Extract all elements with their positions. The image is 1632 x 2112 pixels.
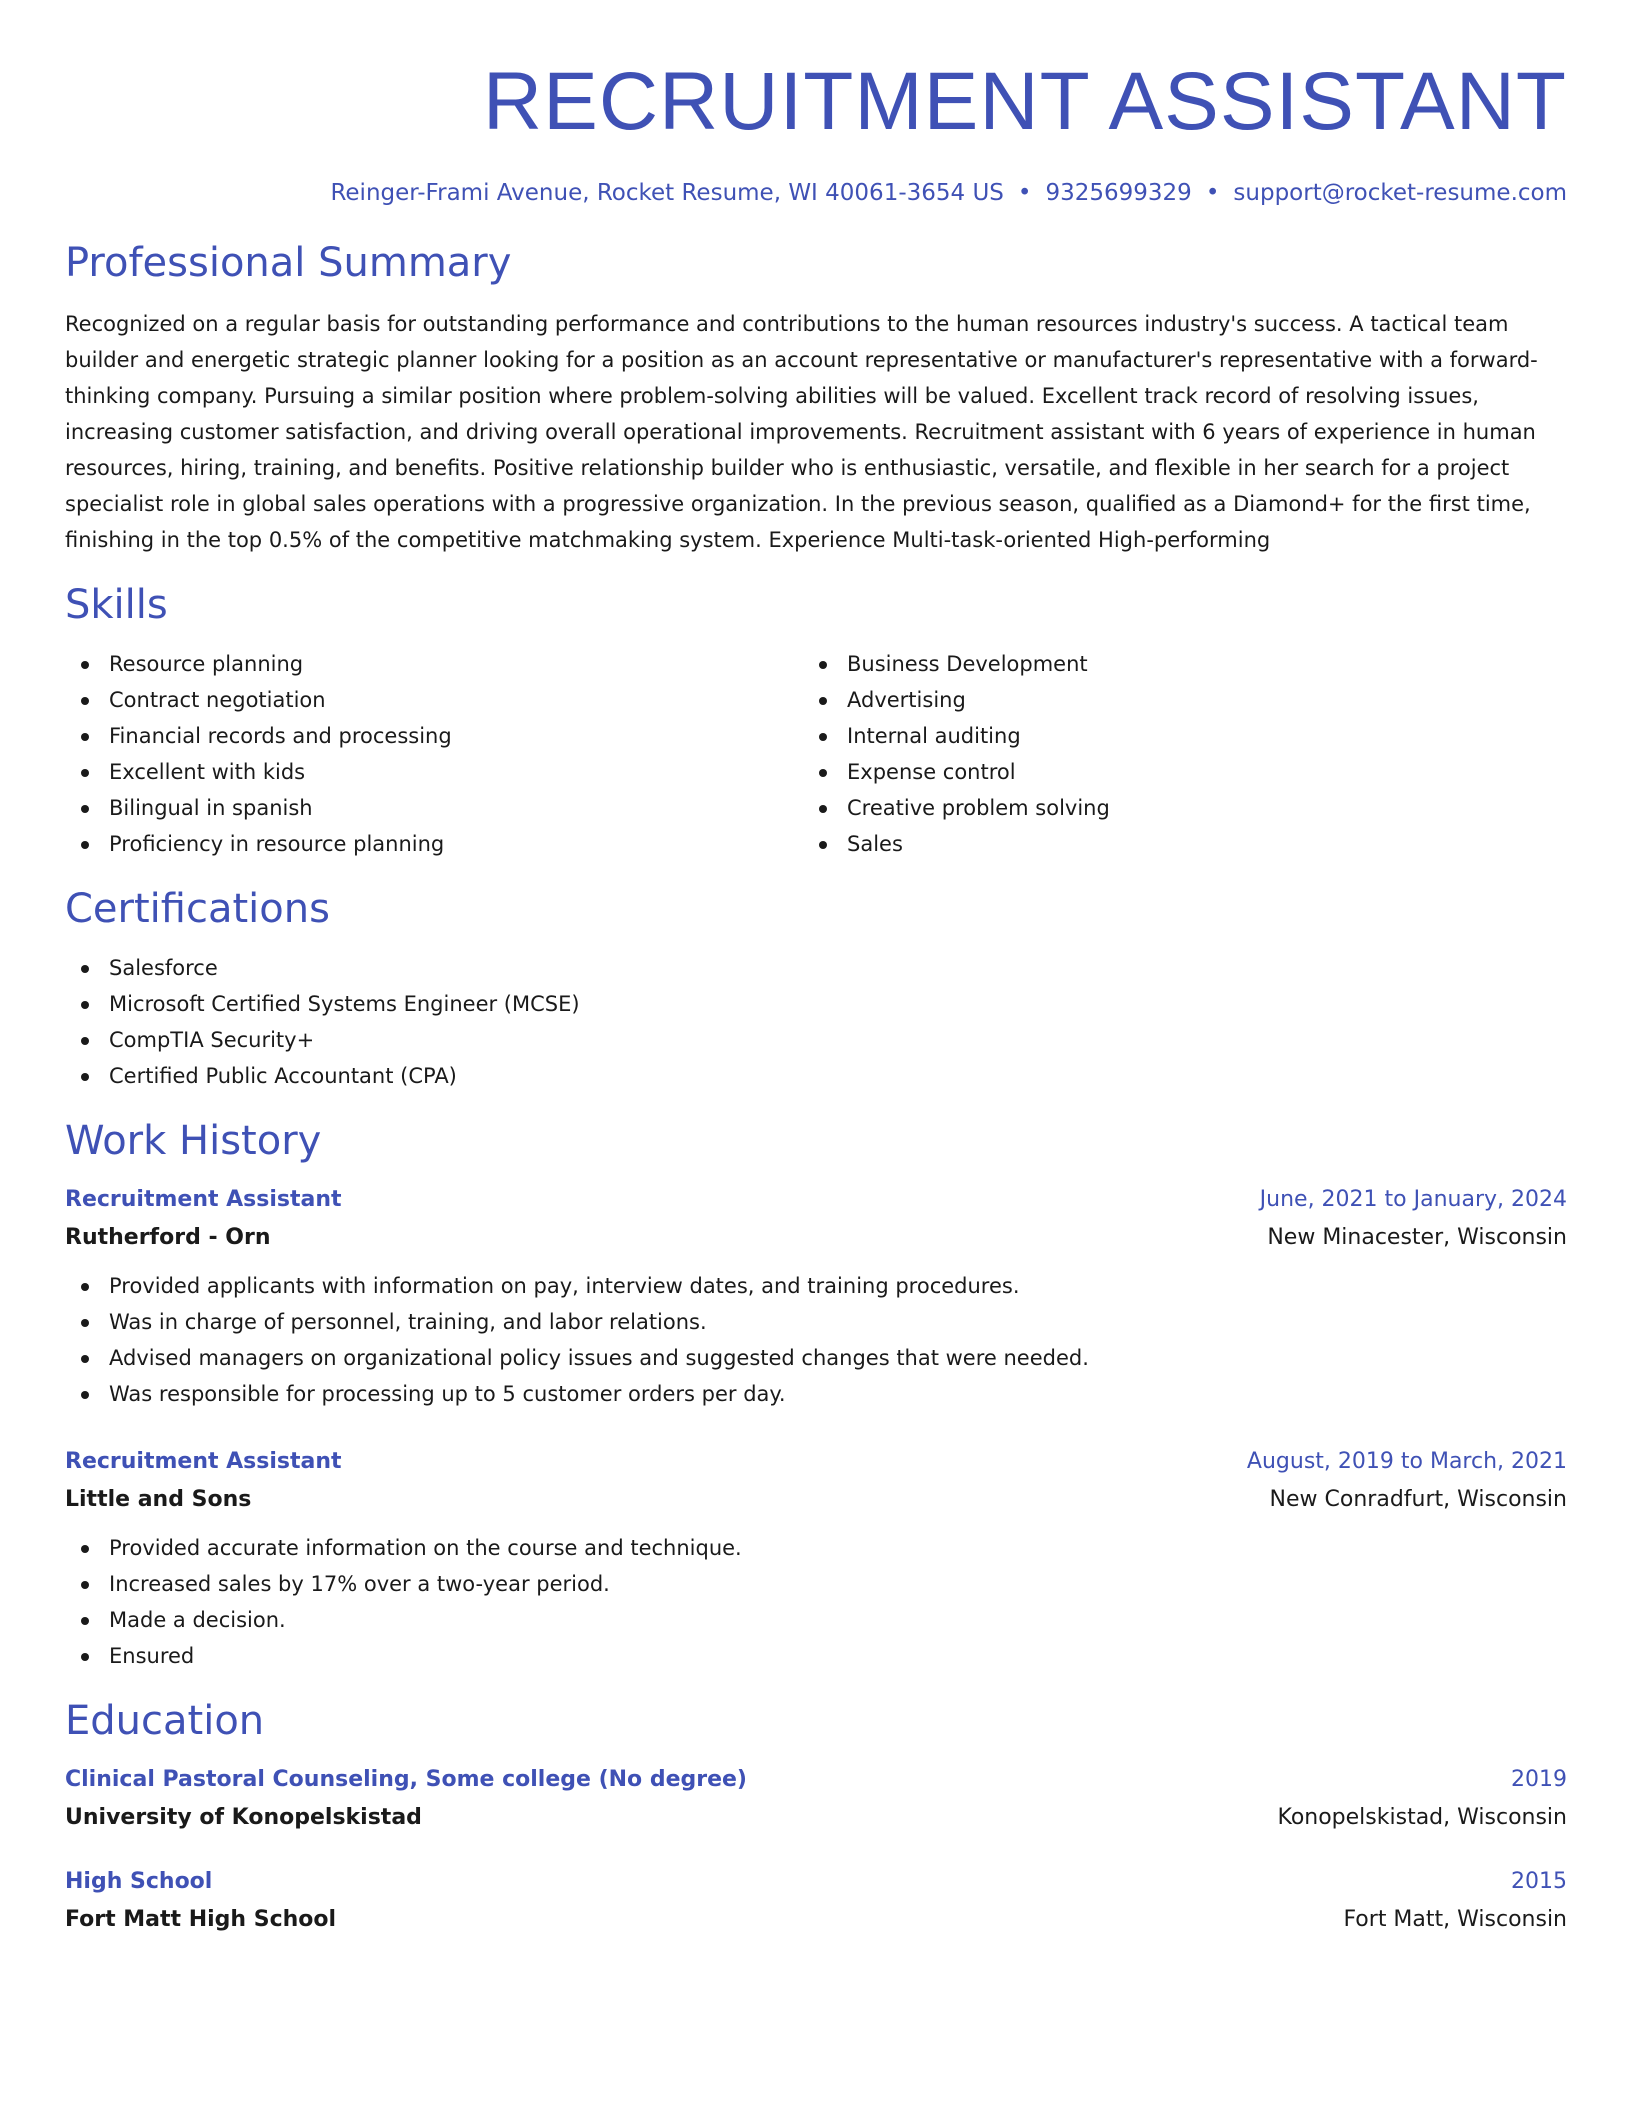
job-dates: August, 2019 to March, 2021 (1246, 1449, 1567, 1474)
skill-item: Financial records and processing (65, 718, 803, 754)
skills-grid (65, 646, 1567, 862)
work-history-heading: Work History (65, 1118, 322, 1164)
education-header-row (65, 1762, 1567, 1798)
education-location: Fort Matt, Wisconsin (1343, 1907, 1567, 1932)
summary-section (65, 238, 1567, 558)
education-degree: High School (65, 1869, 213, 1894)
job-title: Recruitment Assistant (65, 1187, 342, 1212)
resume-title: RECRUITMENT ASSISTANT (482, 56, 1567, 147)
skill-item: Internal auditing (803, 718, 1567, 754)
education-school-row (65, 1798, 1567, 1838)
summary-heading: Professional Summary (65, 240, 512, 286)
contact-separator: • (1017, 180, 1032, 206)
education-year: 2015 (1511, 1869, 1567, 1894)
job-company: Rutherford - Orn (65, 1225, 271, 1250)
skill-item: Resource planning (65, 646, 803, 682)
job-bullets (65, 1268, 1567, 1412)
job-bullet: Was responsible for processing up to 5 customer orders per day. (65, 1376, 1567, 1412)
summary-text: Recognized on a regular basis for outstanding performance and contributions to the human resources industry's success. A tactical team builder and energetic strategic planner looking for a position as an account representative or manufacturer's representative with a forward-thinking company. Pursuing a similar position where problem-solving abilities will be valued. Excellent track record of resolving issues, increasing customer satisfaction, and driving overall operational improvements. Recruitment assistant with 6 years of experience in human resources, hiring, training, and benefits. Positive relationship builder who is enthusiastic, versatile, and flexible in her search for a project specialist role in global sales operations with a progressive organization. In the previous season, qualified as a Diamond+ for the first time, finishing in the top 0.5% of the competitive matchmaking system. Experience Multi-task-oriented High-performing (65, 312, 1538, 552)
contact-phone: 9325699329 (1045, 180, 1192, 206)
education-degree: Clinical Pastoral Counseling, Some college (No degree) (65, 1767, 747, 1792)
skills-list-right (803, 646, 1567, 862)
certifications-heading: Certifications (65, 886, 330, 932)
contact-address: Reinger-Frami Avenue, Rocket Resume, WI 40061-3654 US (330, 180, 1004, 206)
job-location: New Minacester, Wisconsin (1267, 1225, 1567, 1250)
job-bullets (65, 1530, 1567, 1674)
certification-item: Certified Public Accountant (CPA) (65, 1058, 1567, 1094)
job-company-row (65, 1218, 1567, 1258)
job-bullet: Increased sales by 17% over a two-year period. (65, 1566, 1567, 1602)
certification-item: Salesforce (65, 950, 1567, 986)
contact-email[interactable]: support@rocket-resume.com (1233, 180, 1567, 206)
job-location: New Conradfurt, Wisconsin (1269, 1487, 1567, 1512)
job-bullet: Made a decision. (65, 1602, 1567, 1638)
job-dates: June, 2021 to January, 2024 (1259, 1187, 1567, 1212)
work-history-section (65, 1116, 1567, 1674)
education-heading: Education (65, 1698, 265, 1744)
job-bullet: Was in charge of personnel, training, and labor relations. (65, 1304, 1567, 1340)
skill-item: Excellent with kids (65, 754, 803, 790)
certification-item: Microsoft Certified Systems Engineer (MCSE) (65, 986, 1567, 1022)
job-company-row (65, 1480, 1567, 1520)
skill-item: Bilingual in spanish (65, 790, 803, 826)
job-title: Recruitment Assistant (65, 1449, 342, 1474)
education-header-row (65, 1864, 1567, 1900)
skill-item: Proficiency in resource planning (65, 826, 803, 862)
education-entry (65, 1762, 1567, 1838)
skill-item: Business Development (803, 646, 1567, 682)
contact-line (65, 178, 1567, 208)
education-entry (65, 1864, 1567, 1940)
job-header-row (65, 1182, 1567, 1218)
skills-heading: Skills (65, 582, 168, 628)
education-school: University of Konopelskistad (65, 1805, 422, 1830)
skill-item: Sales (803, 826, 1567, 862)
certification-item: CompTIA Security+ (65, 1022, 1567, 1058)
certifications-section (65, 884, 1567, 1094)
skill-item: Advertising (803, 682, 1567, 718)
skills-section (65, 580, 1567, 862)
skills-list-left (65, 646, 803, 862)
education-school: Fort Matt High School (65, 1907, 337, 1932)
education-year: 2019 (1511, 1767, 1567, 1792)
skill-item: Expense control (803, 754, 1567, 790)
skill-item: Contract negotiation (65, 682, 803, 718)
job-entry (65, 1444, 1567, 1674)
job-header-row (65, 1444, 1567, 1480)
education-section (65, 1696, 1567, 1940)
contact-separator: • (1205, 180, 1220, 206)
education-location: Konopelskistad, Wisconsin (1277, 1805, 1567, 1830)
resume-header (65, 52, 1567, 208)
certifications-list (65, 950, 1567, 1094)
job-bullet: Provided applicants with information on pay, interview dates, and training procedures. (65, 1268, 1567, 1304)
job-bullet: Advised managers on organizational policy issues and suggested changes that were needed. (65, 1340, 1567, 1376)
job-entry (65, 1182, 1567, 1412)
education-school-row (65, 1900, 1567, 1940)
skill-item: Creative problem solving (803, 790, 1567, 826)
job-company: Little and Sons (65, 1487, 252, 1512)
job-bullet: Provided accurate information on the course and technique. (65, 1530, 1567, 1566)
job-bullet: Ensured (65, 1638, 1567, 1674)
